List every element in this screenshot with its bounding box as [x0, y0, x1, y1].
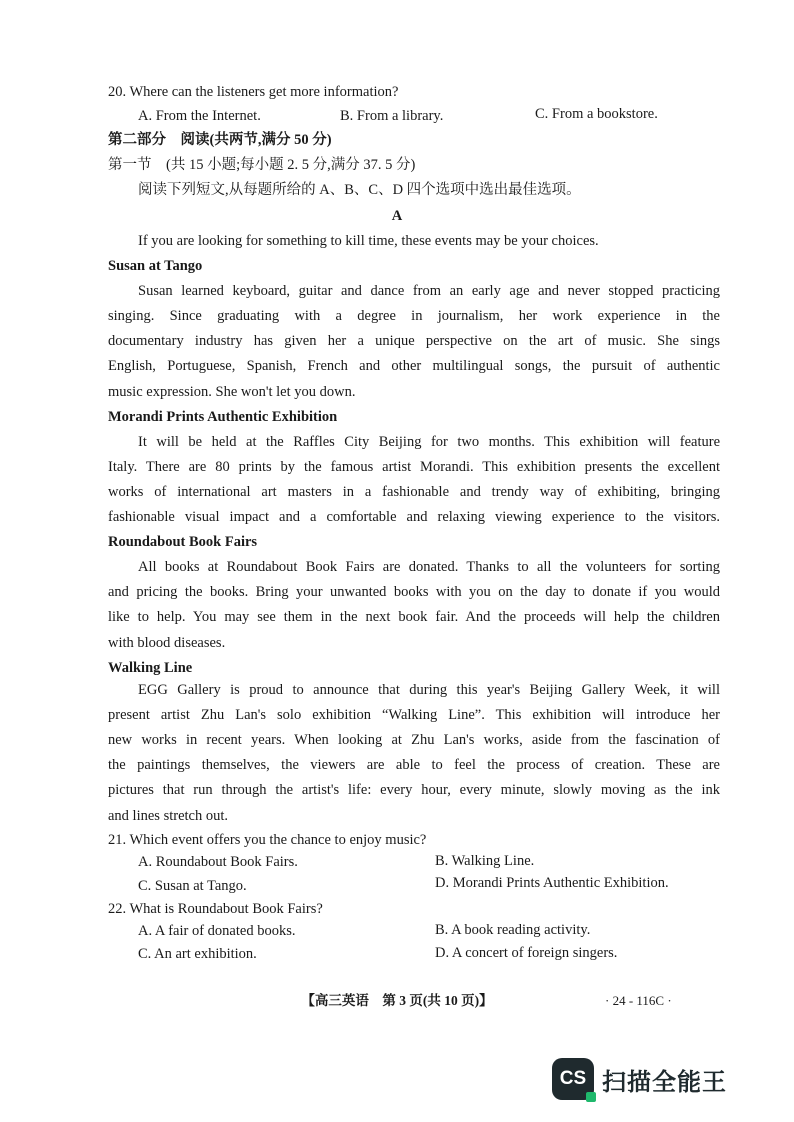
event-line: and pricing the books. Bring your unwanted books with you on the day to donate if you would: [108, 584, 720, 600]
q21-question: 21. Which event offers you the chance to enjoy music?: [108, 832, 427, 848]
event-line: pictures that run through the artist's life: every hour, every minute, slowly moving as the ink: [108, 782, 720, 798]
event-line: with blood diseases.: [108, 635, 226, 651]
q21-option-b: B. Walking Line.: [435, 853, 535, 869]
event-line: fashionable visual impact and a comfortable and relaxing viewing experience to the visitors.: [108, 509, 720, 525]
section1-title: 第一节 (共 15 小题;每小题 2. 5 分,满分 37. 5 分): [108, 157, 416, 173]
scanner-brand-name: 扫描全能王: [602, 1067, 727, 1096]
q22-option-a: A. A fair of donated books.: [138, 923, 296, 939]
q21-option-a: A. Roundabout Book Fairs.: [138, 854, 298, 870]
q22-option-c: C. An art exhibition.: [138, 946, 257, 962]
event-line: like to help. You may see them in the next book fair. And the proceeds will help the children: [108, 609, 720, 625]
event-line: English, Portuguese, Spanish, French and other multilingual songs, the pursuit of authentic: [108, 358, 720, 374]
part2-title: 第二部分 阅读(共两节,满分 50 分): [108, 132, 332, 148]
event-line: present artist Zhu Lan's solo exhibition “Walking Line”. This exhibition will introduce her: [108, 707, 720, 723]
event-line: the paintings themselves, the viewers are able to feel the process of creation. These are: [108, 757, 720, 773]
event-title-morandi: Morandi Prints Authentic Exhibition: [108, 409, 338, 425]
event-line: and lines stretch out.: [108, 808, 229, 824]
q22-question: 22. What is Roundabout Book Fairs?: [108, 901, 323, 917]
event-line: new works in recent years. When looking at Zhu Lan's works, aside from the fascination of: [108, 732, 720, 748]
q21-option-c: C. Susan at Tango.: [138, 878, 247, 894]
event-line: Italy. There are 80 prints by the famous artist Morandi. This exhibition presents the excellent: [108, 459, 720, 475]
camscanner-logo-icon: CS: [552, 1058, 594, 1100]
passage-label: A: [391, 208, 403, 224]
q20-option-c: C. From a bookstore.: [535, 106, 658, 122]
event-line: It will be held at the Raffles City Beijing for two months. This exhibition will feature: [138, 434, 720, 450]
q21-option-d: D. Morandi Prints Authentic Exhibition.: [435, 875, 669, 891]
event-line: EGG Gallery is proud to announce that during this year's Beijing Gallery Week, it will: [138, 682, 720, 698]
event-title-walking-line: Walking Line: [108, 660, 193, 676]
event-line: music expression. She won't let you down.: [108, 384, 356, 400]
q20-question: 20. Where can the listeners get more information?: [108, 84, 399, 100]
event-line: works of international art masters in a fashionable and trendy way of exhibiting, bringing: [108, 484, 720, 500]
exam-code: · 24 - 116C ·: [605, 993, 672, 1008]
q20-option-a: A. From the Internet.: [138, 108, 261, 124]
event-line: Susan learned keyboard, guitar and dance from an early age and never stopped practicing: [138, 283, 720, 299]
event-line: singing. Since graduating with a degree in journalism, her work experience in the: [108, 308, 720, 324]
event-title-susan: Susan at Tango: [108, 258, 203, 274]
q22-option-d: D. A concert of foreign singers.: [435, 945, 618, 961]
q20-option-b: B. From a library.: [340, 108, 444, 124]
event-title-roundabout: Roundabout Book Fairs: [108, 534, 258, 550]
page-footer: 【高三英语 第 3 页(共 10 页)】: [301, 993, 493, 1008]
event-line: All books at Roundabout Book Fairs are donated. Thanks to all the volunteers for sorting: [138, 559, 720, 575]
event-line: documentary industry has given her a unique perspective on the art of music. She sings: [108, 333, 720, 349]
reading-instruction: 阅读下列短文,从每题所给的 A、B、C、D 四个选项中选出最佳选项。: [138, 182, 581, 198]
scanner-watermark: [552, 1054, 727, 1104]
q22-option-b: B. A book reading activity.: [435, 922, 591, 938]
passage-intro: If you are looking for something to kill time, these events may be your choices.: [138, 233, 599, 249]
